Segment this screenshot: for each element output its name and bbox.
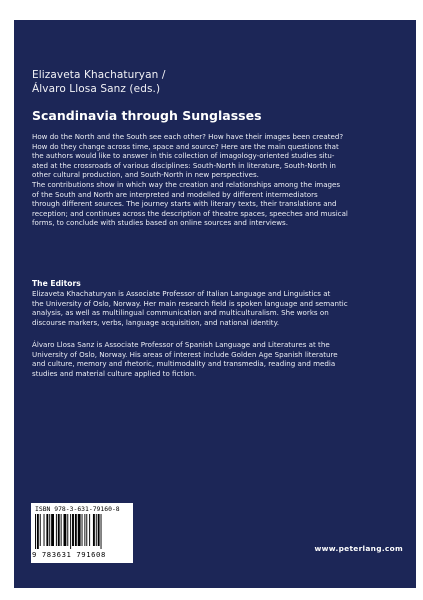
editor-line-1: Elizaveta Khachaturyan / [32, 69, 166, 81]
editor-bio-khachaturyan [32, 289, 406, 327]
bio-line: analysis, as well as multilingual communication and multiculturalism. She works on [32, 308, 329, 318]
description-line: ated at the crossroads of various disciplines: South-North in literature, South-North in [32, 160, 336, 170]
description-line: through different sources. The journey starts with literary texts, their translations and [32, 199, 337, 209]
description-line: How do they change across time, space and source? Here are the main questions that [32, 141, 339, 151]
barcode-bar [84, 514, 85, 546]
publisher-website-link[interactable]: www.peterlang.com [314, 544, 403, 553]
barcode-bar [35, 514, 36, 549]
barcode-bar [72, 514, 74, 546]
ean-digits: 9 783631 791608 [32, 550, 106, 559]
bio-line: studies and material culture applied to fiction. [32, 368, 197, 378]
description-line: How do the North and the South see each other? How have their images been created? [32, 132, 344, 141]
barcode-bar [58, 514, 60, 546]
barcode-bar [70, 514, 71, 549]
barcode-bar [67, 514, 68, 546]
bio-line: University of Oslo, Norway. His areas of interest include Golden Age Spanish literature [32, 349, 338, 359]
barcode-icon [35, 514, 129, 549]
editors-heading: The Editors [32, 279, 81, 288]
description-line: The contributions show in which way the creation and relationships among the images [32, 179, 341, 189]
barcode-bar [86, 514, 87, 546]
description-line: the authors would like to answer in this collection of imagology-oriented studies situ- [32, 151, 335, 161]
barcode-bar [96, 514, 97, 546]
description-line: other cultural production, and South-North in new perspectives. [32, 170, 259, 180]
barcode-bar [82, 514, 83, 546]
barcode-bar [93, 514, 95, 546]
bio-line: Álvaro Llosa Sanz is Associate Professor of Spanish Language and Literatures at the [32, 340, 330, 349]
isbn-barcode [31, 503, 133, 563]
barcode-bar [89, 514, 90, 546]
isbn-number: ISBN 978-3-631-79160-8 [35, 505, 120, 513]
barcode-bar [64, 514, 67, 546]
editor-line-2: Álvaro Llosa Sanz (eds.) [32, 83, 161, 95]
book-title: Scandinavia through Sunglasses [32, 108, 262, 123]
barcode-bar [44, 514, 45, 546]
description-line: reception; and continues across the description of theatre spaces, speeches and musical [32, 208, 348, 218]
description-line: forms, to conclude with studies based on online sources and interviews. [32, 218, 288, 228]
book-description [32, 132, 406, 228]
barcode-bar [98, 514, 100, 546]
editors-names [32, 68, 165, 96]
barcode-bar [61, 514, 62, 546]
editor-bio-llosa-sanz [32, 340, 406, 378]
barcode-bar [49, 514, 50, 546]
barcode-bar [56, 514, 57, 546]
bio-line: Elizaveta Khachaturyan is Associate Professor of Italian Language and Linguistics at [32, 289, 331, 298]
barcode-bar [46, 514, 48, 546]
barcode-bar [75, 514, 77, 546]
barcode-bar [40, 514, 41, 546]
barcode-bar [78, 514, 81, 546]
bio-line: and culture, memory and rhetoric, multimodality and transmedia, reading and media [32, 359, 336, 369]
barcode-bar [37, 514, 39, 549]
barcode-bar [101, 514, 102, 549]
description-line: of the South and North are interpreted and modelled by different intermediators [32, 189, 318, 199]
bio-line: the University of Oslo, Norway. Her main research field is spoken language and semantic [32, 298, 348, 308]
barcode-bar [51, 514, 54, 546]
bio-line: discourse markers, verbs, language acquisition, and national identity. [32, 317, 280, 327]
back-cover [14, 20, 416, 588]
